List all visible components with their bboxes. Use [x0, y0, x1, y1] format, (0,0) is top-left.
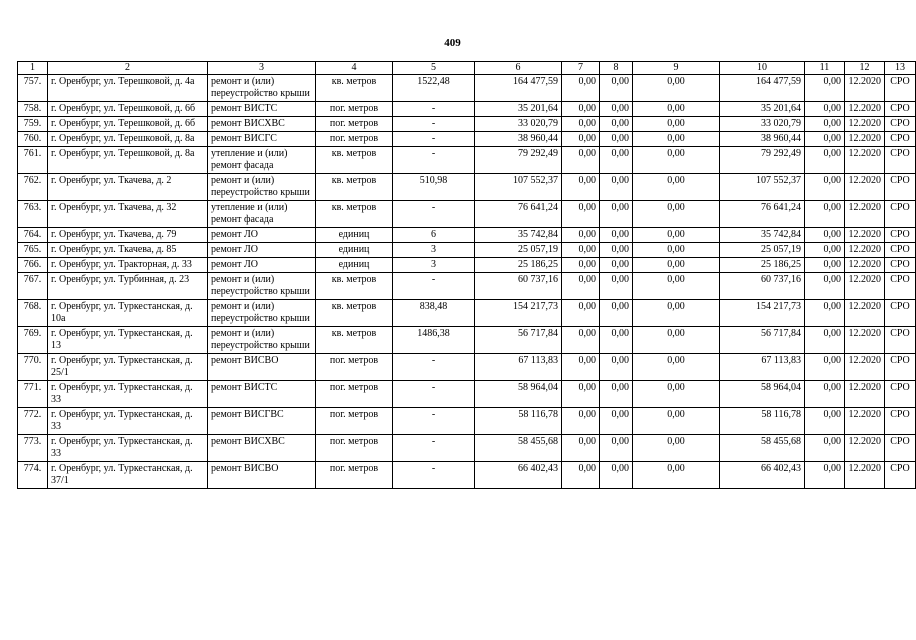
total-cell: 66 402,43 [720, 462, 805, 489]
amount-cell: 0,00 [805, 381, 845, 408]
volume-cell: 3 [393, 258, 475, 273]
cost-cell: 67 113,83 [475, 354, 562, 381]
volume-cell: - [393, 117, 475, 132]
amount-cell: 0,00 [600, 228, 633, 243]
amount-cell: 0,00 [633, 132, 720, 147]
amount-cell: 0,00 [633, 201, 720, 228]
total-cell: 58 116,78 [720, 408, 805, 435]
work-type-cell: ремонт и (или) переустройство крыши [208, 273, 316, 300]
amount-cell: 0,00 [805, 408, 845, 435]
unit-cell: кв. метров [316, 201, 393, 228]
funding-source-cell: СРО [885, 273, 916, 300]
table-row [18, 258, 916, 273]
amount-cell: 0,00 [633, 381, 720, 408]
funding-source-cell: СРО [885, 381, 916, 408]
volume-cell: 838,48 [393, 300, 475, 327]
cost-cell: 25 057,19 [475, 243, 562, 258]
row-number: 765. [18, 243, 48, 258]
amount-cell: 0,00 [633, 435, 720, 462]
work-type-cell: ремонт и (или) переустройство крыши [208, 300, 316, 327]
row-number: 767. [18, 273, 48, 300]
funding-source-cell: СРО [885, 228, 916, 243]
amount-cell: 0,00 [562, 75, 600, 102]
row-number: 771. [18, 381, 48, 408]
address-cell: г. Оренбург, ул. Терешковой, д. 6б [48, 102, 208, 117]
deadline-cell: 12.2020 [845, 201, 885, 228]
table-row [18, 117, 916, 132]
funding-source-cell: СРО [885, 117, 916, 132]
unit-cell: пог. метров [316, 462, 393, 489]
unit-cell: кв. метров [316, 273, 393, 300]
deadline-cell: 12.2020 [845, 408, 885, 435]
amount-cell: 0,00 [562, 462, 600, 489]
amount-cell: 0,00 [600, 132, 633, 147]
total-cell: 58 964,04 [720, 381, 805, 408]
address-cell: г. Оренбург, ул. Ткачева, д. 85 [48, 243, 208, 258]
volume-cell: - [393, 408, 475, 435]
volume-cell: - [393, 132, 475, 147]
volume-cell: - [393, 462, 475, 489]
column-header: 5 [393, 62, 475, 75]
amount-cell: 0,00 [600, 147, 633, 174]
table-row [18, 174, 916, 201]
funding-source-cell: СРО [885, 408, 916, 435]
funding-source-cell: СРО [885, 174, 916, 201]
unit-cell: пог. метров [316, 381, 393, 408]
total-cell: 67 113,83 [720, 354, 805, 381]
total-cell: 33 020,79 [720, 117, 805, 132]
volume-cell: - [393, 102, 475, 117]
unit-cell: пог. метров [316, 354, 393, 381]
column-header: 2 [48, 62, 208, 75]
column-number-row [18, 62, 916, 75]
table-row [18, 228, 916, 243]
unit-cell: кв. метров [316, 147, 393, 174]
cost-cell: 58 455,68 [475, 435, 562, 462]
deadline-cell: 12.2020 [845, 354, 885, 381]
amount-cell: 0,00 [633, 243, 720, 258]
row-number: 759. [18, 117, 48, 132]
amount-cell: 0,00 [562, 408, 600, 435]
address-cell: г. Оренбург, ул. Ткачева, д. 32 [48, 201, 208, 228]
total-cell: 60 737,16 [720, 273, 805, 300]
volume-cell: 1486,38 [393, 327, 475, 354]
row-number: 766. [18, 258, 48, 273]
amount-cell: 0,00 [633, 174, 720, 201]
amount-cell: 0,00 [633, 75, 720, 102]
work-type-cell: ремонт и (или) переустройство крыши [208, 75, 316, 102]
row-number: 774. [18, 462, 48, 489]
funding-source-cell: СРО [885, 147, 916, 174]
amount-cell: 0,00 [633, 102, 720, 117]
funding-source-cell: СРО [885, 462, 916, 489]
amount-cell: 0,00 [562, 228, 600, 243]
amount-cell: 0,00 [805, 462, 845, 489]
funding-source-cell: СРО [885, 300, 916, 327]
amount-cell: 0,00 [600, 462, 633, 489]
volume-cell: - [393, 381, 475, 408]
table-row [18, 147, 916, 174]
amount-cell: 0,00 [805, 300, 845, 327]
work-type-cell: утепление и (или) ремонт фасада [208, 201, 316, 228]
table-row [18, 354, 916, 381]
address-cell: г. Оренбург, ул. Туркестанская, д. 13 [48, 327, 208, 354]
unit-cell: кв. метров [316, 174, 393, 201]
funding-source-cell: СРО [885, 75, 916, 102]
cost-cell: 35 742,84 [475, 228, 562, 243]
table-row [18, 327, 916, 354]
total-cell: 164 477,59 [720, 75, 805, 102]
amount-cell: 0,00 [600, 273, 633, 300]
row-number: 758. [18, 102, 48, 117]
amount-cell: 0,00 [805, 174, 845, 201]
cost-cell: 164 477,59 [475, 75, 562, 102]
row-number: 757. [18, 75, 48, 102]
address-cell: г. Оренбург, ул. Туркестанская, д. 10а [48, 300, 208, 327]
cost-cell: 35 201,64 [475, 102, 562, 117]
deadline-cell: 12.2020 [845, 462, 885, 489]
table-row [18, 381, 916, 408]
cost-cell: 38 960,44 [475, 132, 562, 147]
row-number: 760. [18, 132, 48, 147]
row-number: 763. [18, 201, 48, 228]
amount-cell: 0,00 [562, 354, 600, 381]
work-type-cell: ремонт ВИСХВС [208, 117, 316, 132]
total-cell: 25 186,25 [720, 258, 805, 273]
amount-cell: 0,00 [805, 327, 845, 354]
row-number: 768. [18, 300, 48, 327]
amount-cell: 0,00 [600, 408, 633, 435]
amount-cell: 0,00 [600, 75, 633, 102]
deadline-cell: 12.2020 [845, 273, 885, 300]
amount-cell: 0,00 [805, 435, 845, 462]
amount-cell: 0,00 [805, 201, 845, 228]
cost-cell: 25 186,25 [475, 258, 562, 273]
cost-cell: 58 964,04 [475, 381, 562, 408]
table-row [18, 408, 916, 435]
unit-cell: единиц [316, 228, 393, 243]
cost-cell: 60 737,16 [475, 273, 562, 300]
deadline-cell: 12.2020 [845, 327, 885, 354]
column-header: 8 [600, 62, 633, 75]
funding-source-cell: СРО [885, 327, 916, 354]
amount-cell: 0,00 [633, 117, 720, 132]
unit-cell: единиц [316, 258, 393, 273]
cost-cell: 107 552,37 [475, 174, 562, 201]
cost-cell: 76 641,24 [475, 201, 562, 228]
deadline-cell: 12.2020 [845, 381, 885, 408]
amount-cell: 0,00 [805, 132, 845, 147]
amount-cell: 0,00 [805, 147, 845, 174]
row-number: 772. [18, 408, 48, 435]
amount-cell: 0,00 [600, 243, 633, 258]
address-cell: г. Оренбург, ул. Ткачева, д. 2 [48, 174, 208, 201]
amount-cell: 0,00 [562, 102, 600, 117]
amount-cell: 0,00 [805, 102, 845, 117]
deadline-cell: 12.2020 [845, 132, 885, 147]
table-row [18, 102, 916, 117]
amount-cell: 0,00 [600, 381, 633, 408]
funding-source-cell: СРО [885, 132, 916, 147]
address-cell: г. Оренбург, ул. Ткачева, д. 79 [48, 228, 208, 243]
deadline-cell: 12.2020 [845, 228, 885, 243]
unit-cell: кв. метров [316, 75, 393, 102]
unit-cell: единиц [316, 243, 393, 258]
deadline-cell: 12.2020 [845, 174, 885, 201]
total-cell: 107 552,37 [720, 174, 805, 201]
table-body [18, 75, 916, 489]
total-cell: 35 742,84 [720, 228, 805, 243]
volume-cell: - [393, 147, 475, 174]
work-type-cell: ремонт ВИСГС [208, 132, 316, 147]
amount-cell: 0,00 [562, 300, 600, 327]
address-cell: г. Оренбург, ул. Терешковой, д. 8а [48, 147, 208, 174]
work-type-cell: ремонт и (или) переустройство крыши [208, 174, 316, 201]
amount-cell: 0,00 [562, 201, 600, 228]
column-header: 13 [885, 62, 916, 75]
address-cell: г. Оренбург, ул. Туркестанская, д. 33 [48, 435, 208, 462]
row-number: 773. [18, 435, 48, 462]
work-type-cell: ремонт ЛО [208, 243, 316, 258]
table-row [18, 75, 916, 102]
table-row [18, 243, 916, 258]
volume-cell: 510,98 [393, 174, 475, 201]
amount-cell: 0,00 [600, 102, 633, 117]
amount-cell: 0,00 [562, 174, 600, 201]
column-header: 12 [845, 62, 885, 75]
column-header: 11 [805, 62, 845, 75]
amount-cell: 0,00 [633, 354, 720, 381]
funding-source-cell: СРО [885, 435, 916, 462]
deadline-cell: 12.2020 [845, 102, 885, 117]
volume-cell: - [393, 273, 475, 300]
amount-cell: 0,00 [562, 117, 600, 132]
cost-cell: 79 292,49 [475, 147, 562, 174]
work-type-cell: ремонт ЛО [208, 228, 316, 243]
address-cell: г. Оренбург, ул. Туркестанская, д. 25/1 [48, 354, 208, 381]
amount-cell: 0,00 [805, 273, 845, 300]
deadline-cell: 12.2020 [845, 243, 885, 258]
deadline-cell: 12.2020 [845, 117, 885, 132]
column-header: 3 [208, 62, 316, 75]
deadline-cell: 12.2020 [845, 300, 885, 327]
total-cell: 154 217,73 [720, 300, 805, 327]
row-number: 770. [18, 354, 48, 381]
table-row [18, 300, 916, 327]
amount-cell: 0,00 [805, 228, 845, 243]
cost-cell: 58 116,78 [475, 408, 562, 435]
cost-cell: 33 020,79 [475, 117, 562, 132]
work-type-cell: ремонт и (или) переустройство крыши [208, 327, 316, 354]
column-header: 6 [475, 62, 562, 75]
amount-cell: 0,00 [600, 201, 633, 228]
total-cell: 35 201,64 [720, 102, 805, 117]
amount-cell: 0,00 [562, 258, 600, 273]
amount-cell: 0,00 [633, 147, 720, 174]
amount-cell: 0,00 [562, 243, 600, 258]
address-cell: г. Оренбург, ул. Туркестанская, д. 37/1 [48, 462, 208, 489]
address-cell: г. Оренбург, ул. Туркестанская, д. 33 [48, 408, 208, 435]
total-cell: 38 960,44 [720, 132, 805, 147]
work-type-cell: ремонт ВИСГВС [208, 408, 316, 435]
volume-cell: - [393, 201, 475, 228]
table-row [18, 435, 916, 462]
row-number: 762. [18, 174, 48, 201]
amount-cell: 0,00 [600, 258, 633, 273]
funding-source-cell: СРО [885, 258, 916, 273]
amount-cell: 0,00 [633, 462, 720, 489]
deadline-cell: 12.2020 [845, 258, 885, 273]
work-type-cell: ремонт ВИСТС [208, 381, 316, 408]
table-row [18, 273, 916, 300]
amount-cell: 0,00 [805, 243, 845, 258]
amount-cell: 0,00 [633, 258, 720, 273]
amount-cell: 0,00 [805, 75, 845, 102]
row-number: 761. [18, 147, 48, 174]
amount-cell: 0,00 [562, 273, 600, 300]
unit-cell: кв. метров [316, 300, 393, 327]
unit-cell: кв. метров [316, 327, 393, 354]
amount-cell: 0,00 [805, 117, 845, 132]
amount-cell: 0,00 [562, 147, 600, 174]
amount-cell: 0,00 [562, 327, 600, 354]
address-cell: г. Оренбург, ул. Туркестанская, д. 33 [48, 381, 208, 408]
volume-cell: 1522,48 [393, 75, 475, 102]
amount-cell: 0,00 [805, 258, 845, 273]
address-cell: г. Оренбург, ул. Терешковой, д. 4а [48, 75, 208, 102]
total-cell: 56 717,84 [720, 327, 805, 354]
volume-cell: 3 [393, 243, 475, 258]
column-header: 4 [316, 62, 393, 75]
deadline-cell: 12.2020 [845, 147, 885, 174]
work-type-cell: ремонт ВИСВО [208, 462, 316, 489]
column-header: 9 [633, 62, 720, 75]
total-cell: 79 292,49 [720, 147, 805, 174]
amount-cell: 0,00 [633, 300, 720, 327]
column-header: 10 [720, 62, 805, 75]
address-cell: г. Оренбург, ул. Терешковой, д. 6б [48, 117, 208, 132]
register-table [17, 61, 916, 489]
unit-cell: пог. метров [316, 132, 393, 147]
work-type-cell: ремонт ЛО [208, 258, 316, 273]
cost-cell: 66 402,43 [475, 462, 562, 489]
unit-cell: пог. метров [316, 102, 393, 117]
amount-cell: 0,00 [633, 327, 720, 354]
row-number: 769. [18, 327, 48, 354]
amount-cell: 0,00 [633, 408, 720, 435]
funding-source-cell: СРО [885, 354, 916, 381]
unit-cell: пог. метров [316, 408, 393, 435]
amount-cell: 0,00 [600, 354, 633, 381]
deadline-cell: 12.2020 [845, 435, 885, 462]
amount-cell: 0,00 [600, 435, 633, 462]
unit-cell: пог. метров [316, 117, 393, 132]
row-number: 764. [18, 228, 48, 243]
volume-cell: 6 [393, 228, 475, 243]
amount-cell: 0,00 [633, 273, 720, 300]
amount-cell: 0,00 [562, 435, 600, 462]
work-type-cell: ремонт ВИСХВС [208, 435, 316, 462]
work-type-cell: ремонт ВИСВО [208, 354, 316, 381]
funding-source-cell: СРО [885, 243, 916, 258]
table-row [18, 132, 916, 147]
deadline-cell: 12.2020 [845, 75, 885, 102]
amount-cell: 0,00 [562, 132, 600, 147]
address-cell: г. Оренбург, ул. Турбинная, д. 23 [48, 273, 208, 300]
column-header: 7 [562, 62, 600, 75]
total-cell: 76 641,24 [720, 201, 805, 228]
address-cell: г. Оренбург, ул. Тракторная, д. 33 [48, 258, 208, 273]
amount-cell: 0,00 [600, 117, 633, 132]
work-type-cell: ремонт ВИСТС [208, 102, 316, 117]
volume-cell: - [393, 354, 475, 381]
amount-cell: 0,00 [562, 381, 600, 408]
cost-cell: 154 217,73 [475, 300, 562, 327]
amount-cell: 0,00 [805, 354, 845, 381]
amount-cell: 0,00 [600, 300, 633, 327]
total-cell: 58 455,68 [720, 435, 805, 462]
total-cell: 25 057,19 [720, 243, 805, 258]
table-row [18, 201, 916, 228]
address-cell: г. Оренбург, ул. Терешковой, д. 8а [48, 132, 208, 147]
funding-source-cell: СРО [885, 102, 916, 117]
table-row [18, 462, 916, 489]
unit-cell: пог. метров [316, 435, 393, 462]
funding-source-cell: СРО [885, 201, 916, 228]
cost-cell: 56 717,84 [475, 327, 562, 354]
amount-cell: 0,00 [600, 174, 633, 201]
column-header: 1 [18, 62, 48, 75]
page-number: 409 [444, 37, 461, 49]
amount-cell: 0,00 [633, 228, 720, 243]
volume-cell: - [393, 435, 475, 462]
amount-cell: 0,00 [600, 327, 633, 354]
work-type-cell: утепление и (или) ремонт фасада [208, 147, 316, 174]
